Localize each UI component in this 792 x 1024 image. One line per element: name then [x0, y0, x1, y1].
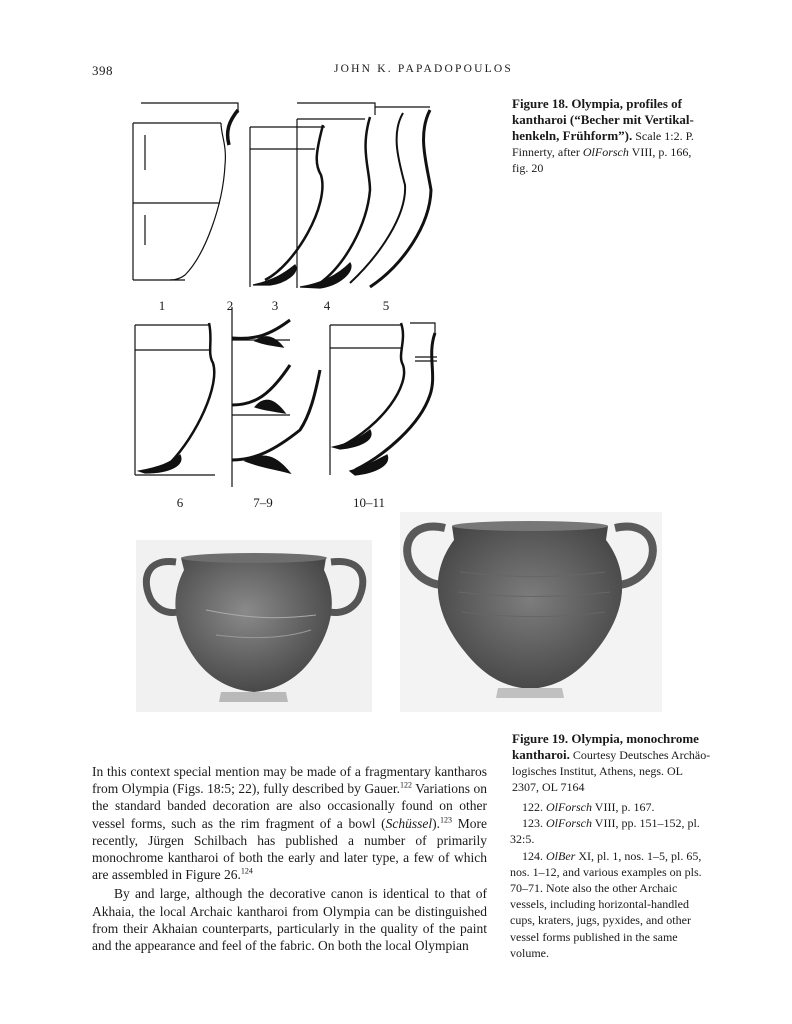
- caption-italic: OlForsch: [582, 145, 629, 159]
- footnote-ref: 123: [440, 815, 453, 825]
- footnote-italic: OlBer: [546, 848, 576, 863]
- figure-18-drawings: [125, 95, 455, 515]
- footnote-ref: 122: [400, 780, 413, 790]
- footnote-123: [510, 815, 710, 847]
- footnote-text: XI, pl. 1, nos. 1–5, pl. 65, nos. 1–12, and various examples on pls. 70–71. Note also the other Archaic vessels, including horizontal-handled cups, kraters, jugs, pyxides, and other vessel forms published in the same volume.: [510, 848, 702, 960]
- caption-text: Courtesy Deutsches Archäologisches Institut, Athens, negs. OL 2307, OL 7164: [512, 748, 711, 794]
- running-head: JOHN K. PAPADOPOULOS: [334, 63, 513, 75]
- footnote-ref: 124: [240, 866, 253, 876]
- footnote-122: [510, 799, 710, 815]
- figure-label: 7–9: [253, 495, 273, 510]
- page-number: 398: [92, 63, 113, 78]
- caption-text: VIII, p. 166, fig. 20: [512, 145, 692, 175]
- figure-label: 1: [158, 298, 166, 313]
- figure-19-caption: [512, 731, 712, 795]
- text-run: Variations on the standard banded decoration are also occasionally found on other vessel forms, such as the rim fragment of a bowl (: [92, 781, 487, 831]
- footnotes: [510, 799, 710, 961]
- text-run: In this context special mention may be made of a fragmentary kantharos from Olympia (Figs. 18:5; 22), fully described by Gauer.: [92, 764, 487, 797]
- figure-label: 5: [382, 298, 390, 313]
- figure-label: 3: [271, 298, 279, 313]
- footnote-text: VIII, p. 167.: [592, 800, 655, 814]
- footnote-italic: OlForsch: [546, 816, 592, 831]
- kantharos-photo-left: [136, 540, 372, 712]
- figure-label: 4: [323, 298, 331, 313]
- body-text: [92, 763, 487, 954]
- footnote-number: 123.: [522, 816, 546, 831]
- footnote-number: 124.: [522, 848, 546, 863]
- figure-label: 10–11: [352, 495, 386, 510]
- caption-text: Scale 1:2. P. Finnerty, after: [512, 129, 694, 159]
- figure-18-caption: [512, 96, 707, 176]
- paragraph: By and large, although the decorative canon is identical to that of Akhaia, the local Archaic kantharoi from Olympia can be distinguished from their Akhaian counterparts, particularly in the quality of the paint and the appearance and feel of the fabric. On both the local Olympian: [92, 886, 487, 954]
- text-run: ).: [432, 815, 441, 831]
- footnote-text: VIII, pp. 151–152, pl. 32:5.: [510, 816, 700, 847]
- footnote-number: 122.: [522, 800, 546, 814]
- caption-title: Figure 19. Olympia, monochrome kantharoi.: [512, 731, 699, 762]
- kantharos-photo-right: [400, 512, 662, 712]
- footnote-124: [510, 848, 710, 961]
- text-run: More recently, Jürgen Schilbach has published a number of primarily monochrome kantharoi of both the early and later type, a few of which are assembled in Figure 26.: [92, 815, 487, 883]
- figure-label: 2: [226, 298, 234, 313]
- paragraph: [92, 763, 487, 883]
- figure-label: 6: [176, 495, 184, 510]
- text-italic: Schüssel: [385, 815, 433, 831]
- caption-title: Figure 18. Olympia, profiles of kantharoi (“Becher mit Vertikalhenkeln, Frühform”).: [512, 96, 694, 143]
- footnote-italic: OlForsch: [546, 800, 592, 814]
